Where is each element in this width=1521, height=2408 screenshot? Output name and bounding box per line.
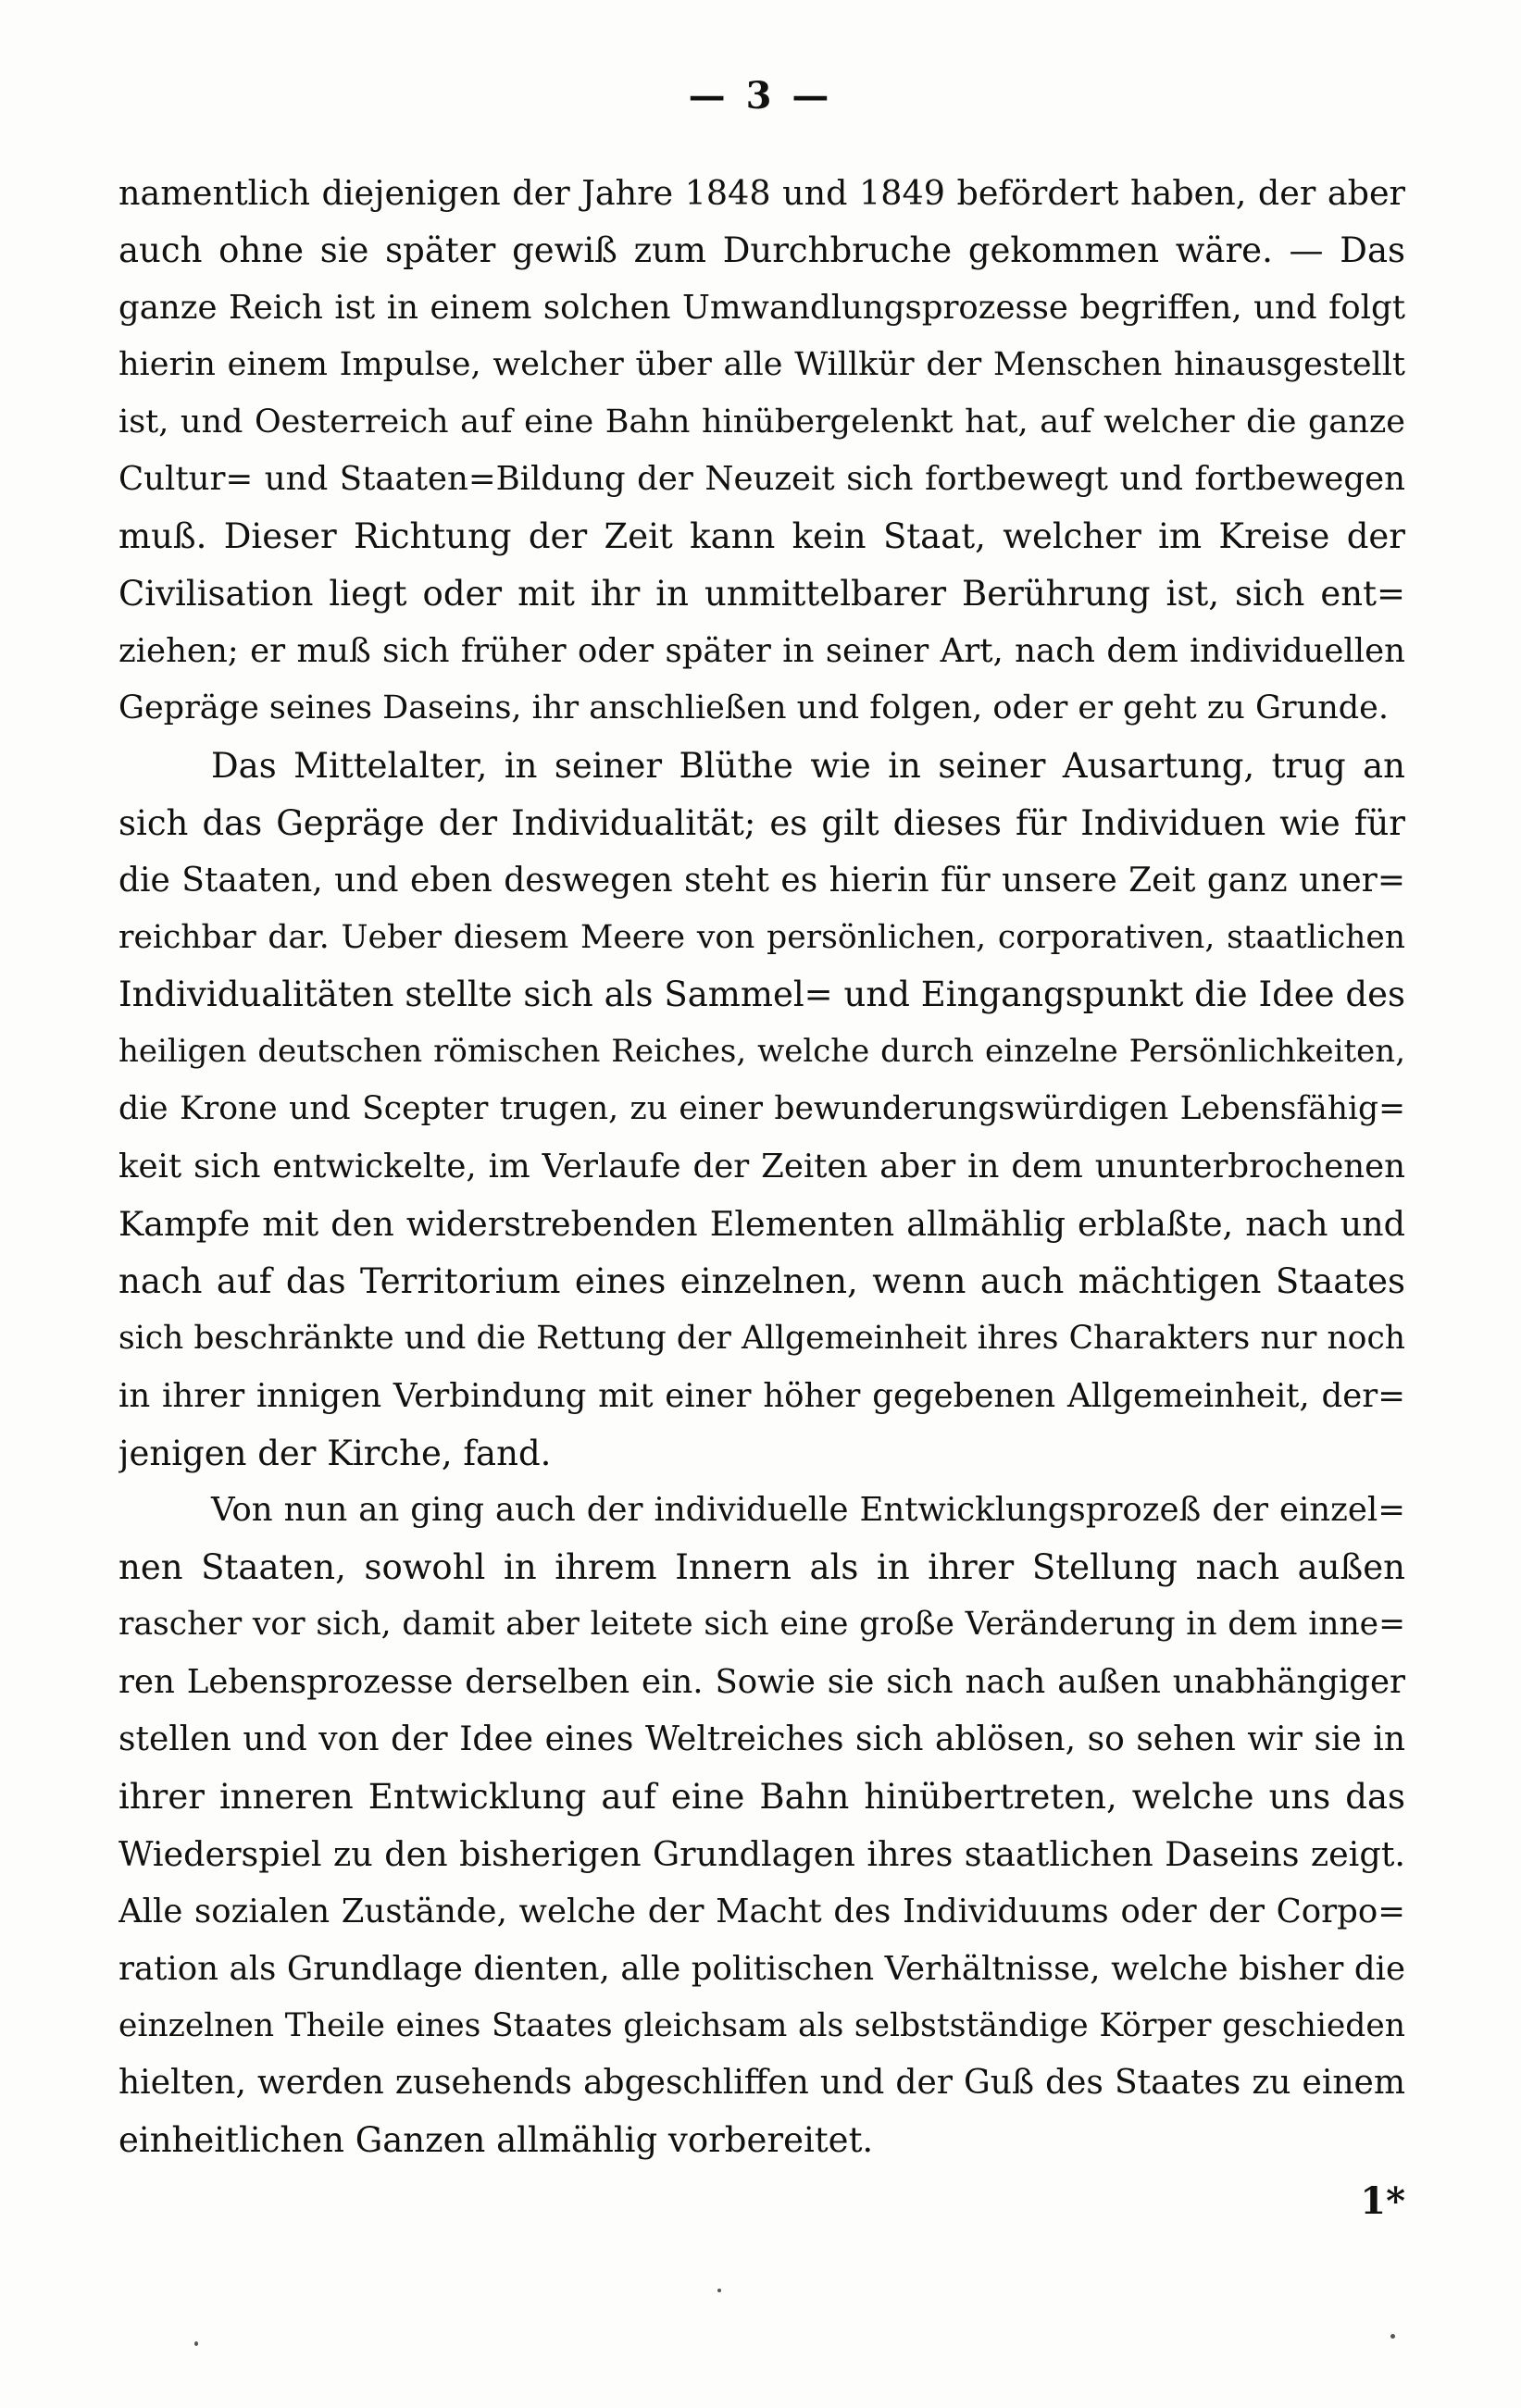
text-line: ihrer inneren Entwicklung auf eine Bahn hinübertreten, welche uns das — [118, 1776, 1405, 1817]
text-line: auch ohne sie später gewiß zum Durchbruche gekommen wäre. — Das — [118, 230, 1405, 270]
page-number: — 3 — — [688, 74, 833, 118]
text-line: hielten, werden zusehends abgeschliffen und der Guß des Staates zu einem — [118, 2064, 1405, 2103]
text-line: rascher vor sich, damit aber leitete sich eine große Veränderung in dem inne= — [118, 1606, 1405, 1644]
text-line: keit sich entwickelte, im Verlaufe der Zeiten aber in dem ununterbrochenen — [118, 1148, 1405, 1186]
text-line: reichbar dar. Ueber diesem Meere von persönlichen, corporativen, staatlichen — [118, 918, 1405, 956]
text-line: Alle sozialen Zustände, welche der Macht des Individuums oder der Corpo= — [118, 1892, 1405, 1930]
text-line: in ihrer innigen Verbindung mit einer höher gegebenen Allgemeinheit, der= — [118, 1376, 1405, 1415]
print-speck — [717, 2289, 721, 2292]
text-line: ziehen; er muß sich früher oder später in seiner Art, nach dem individuellen — [118, 632, 1405, 671]
text-line: einheitlichen Ganzen allmählig vorbereitet. — [118, 2120, 874, 2161]
text-line: heiligen deutschen römischen Reiches, welche durch einzelne Persönlichkeiten, — [118, 1033, 1405, 1071]
text-line: nach auf das Territorium eines einzelnen, wenn auch mächtigen Staates — [118, 1260, 1405, 1301]
signature-mark: 1* — [1360, 2179, 1405, 2223]
text-line: Gepräge seines Daseins, ihr anschließen und folgen, oder er geht zu Grunde. — [118, 689, 1389, 727]
text-line: Von nun an ging auch der individuelle Entwicklungsprozeß der einzel= — [211, 1491, 1405, 1530]
body-text — [118, 165, 1405, 2169]
text-line: namentlich diejenigen der Jahre 1848 und 1849 befördert haben, der aber — [118, 173, 1405, 213]
text-line: Wiederspiel zu den bisherigen Grundlagen ihres staatlichen Daseins zeigt. — [118, 1833, 1405, 1874]
text-line: nen Staaten, sowohl in ihrem Innern als in ihrer Stellung nach außen — [118, 1547, 1405, 1588]
text-line: einzelnen Theile eines Staates gleichsam als selbstständige Körper geschieden — [118, 2006, 1405, 2044]
text-line: hierin einem Impulse, welcher über alle Willkür der Menschen hinausgestellt — [118, 345, 1405, 383]
text-line: sich das Gepräge der Individualität; es gilt dieses für Individuen wie für — [118, 802, 1405, 843]
text-line: Das Mittelalter, in seiner Blüthe wie in seiner Ausartung, trug an — [211, 745, 1405, 786]
text-line: muß. Dieser Richtung der Zeit kann kein Staat, welcher im Kreise der — [118, 516, 1405, 557]
text-line: jenigen der Kirche, fand. — [118, 1433, 552, 1473]
paragraph — [118, 738, 1405, 1483]
paragraph — [118, 1482, 1405, 2169]
text-line: Cultur= und Staaten=Bildung der Neuzeit sich fortbewegt und fortbewegen — [118, 460, 1405, 499]
text-line: die Staaten, und eben deswegen steht es hierin für unsere Zeit ganz uner= — [118, 861, 1405, 900]
paragraph — [118, 165, 1405, 738]
text-line: sich beschränkte und die Rettung der Allgemeinheit ihres Charakters nur noch — [118, 1319, 1405, 1357]
text-line: ren Lebensprozesse derselben ein. Sowie sie sich nach außen unabhängiger — [118, 1663, 1405, 1702]
text-line: ration als Grundlage dienten, alle politischen Verhältnisse, welche bisher die — [118, 1949, 1405, 1988]
text-line: die Krone und Scepter trugen, zu einer bewunderungswürdigen Lebensfähig= — [118, 1090, 1405, 1128]
text-line: ist, und Oesterreich auf eine Bahn hinübergelenkt hat, auf welcher die ganze — [118, 403, 1405, 441]
text-line: Kampfe mit den widerstrebenden Elementen allmählig erblaßte, nach und — [118, 1204, 1405, 1245]
print-speck — [1390, 2334, 1395, 2339]
text-line: Civilisation liegt oder mit ihr in unmittelbarer Berührung ist, sich ent= — [118, 574, 1405, 614]
print-speck — [194, 2341, 198, 2346]
text-line: stellen und von der Idee eines Weltreiches sich ablösen, so sehen wir sie in — [118, 1720, 1405, 1759]
text-line: Individualitäten stellte sich als Sammel= und Eingangspunkt die Idee des — [118, 974, 1405, 1015]
text-line: ganze Reich ist in einem solchen Umwandlungsprozesse begriffen, und folgt — [118, 288, 1405, 327]
